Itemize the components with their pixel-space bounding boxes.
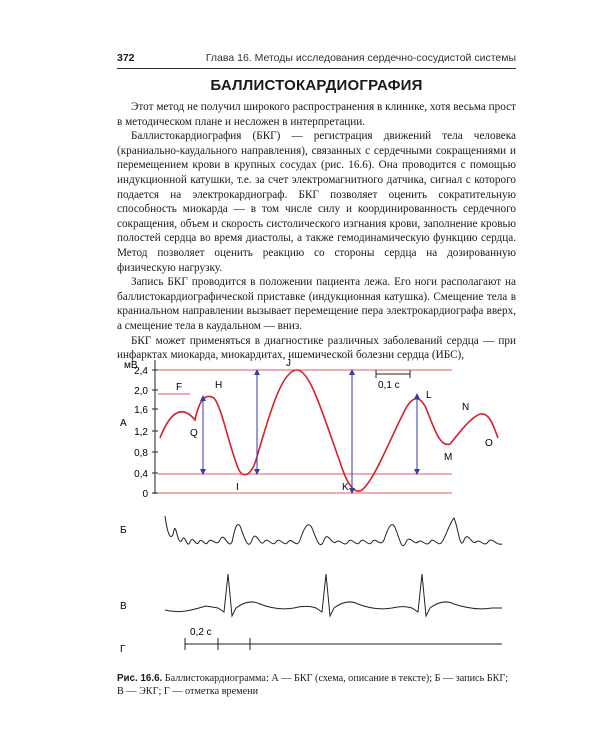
paragraph: Баллистокардиография (БКГ) — регистрация движений тела человека (краниально-каудального направления), связанных с сердечными сокращениями и перемещением крови в крупных сосудах (рис. 16.6). Она проводится с помощью индукционной катушки, т.е. за счет электромагнитного датчика, сигнал с которого подается на электрокардиограф. БКГ позволяет оценить сократительную способность миокарда — в том числе силу и координированность сердечного сокращения, объем и скорость систолического изгнания крови, заполнение кровью полостей сердца во время диастолы, а также гемодинамическую функцию сердца. Метод позволяет оценить реакцию со стороны сердца на дозированную физическую нагрузку. xyxy=(117,130,516,274)
y-tick-label: 1,6 xyxy=(134,405,148,416)
y-tick-label: 2,0 xyxy=(134,386,148,397)
y-tick-label: 0,4 xyxy=(134,469,148,480)
y-ticks xyxy=(134,366,158,500)
row-label-G: Г xyxy=(120,644,126,655)
wave-label-F: F xyxy=(176,382,183,393)
header-rule xyxy=(117,68,516,69)
wave-label-Q: Q xyxy=(190,428,198,439)
time-scale-label: 0,2 с xyxy=(190,627,212,638)
wave-label-O: O xyxy=(485,438,493,449)
page-number: 372 xyxy=(117,52,135,64)
y-tick-label: 2,4 xyxy=(134,366,148,377)
body-text xyxy=(117,100,516,363)
section-title: БАЛЛИСТОКАРДИОГРАФИЯ xyxy=(210,77,423,94)
paragraph: Этот метод не получил широкого распространения в клинике, хотя весьма прост в методическом плане и несложен в интерпретации. xyxy=(117,101,516,128)
row-label-V: В xyxy=(120,601,127,612)
row-label-B: Б xyxy=(120,525,127,536)
wave-label-K: K xyxy=(342,482,349,493)
unit-label: мВ xyxy=(124,360,138,371)
y-tick-label: 0 xyxy=(142,489,148,500)
wave-label-H: H xyxy=(215,380,223,391)
wave-label-J: J xyxy=(286,358,291,369)
y-tick-label: 0,8 xyxy=(134,448,148,459)
row-label-A: А xyxy=(120,418,127,429)
chapter-title: Глава 16. Методы исследования сердечно-сосудистой системы xyxy=(205,52,516,64)
reference-lines xyxy=(158,370,452,493)
caption-label: Рис. 16.6. xyxy=(117,673,163,684)
wave-label-I: I xyxy=(236,482,239,493)
figure-caption xyxy=(117,672,516,698)
paragraph: БКГ может применяться в диагностике различных заболеваний сердца — при инфарктах миокарда, миокардитах, ишемической болезни сердца (ИБС), xyxy=(117,334,516,362)
bkg-time-scale xyxy=(376,370,410,391)
caption-text: Баллистокардиограмма: А — БКГ (схема, описание в тексте); Б — запись БКГ; В — ЭКГ; Г — отметка времени xyxy=(117,673,509,697)
wave-label-N: N xyxy=(462,402,470,413)
wave-label-M: M xyxy=(444,452,453,463)
ballistocardiogram-figure xyxy=(110,352,520,668)
time-marks xyxy=(185,638,502,650)
y-tick-label: 1,2 xyxy=(134,427,148,438)
scale-label: 0,1 с xyxy=(378,380,400,391)
paragraph: Запись БКГ проводится в положении пациента лежа. Его ноги располагают на баллистокардиографической приставке (индукционная катушка). Смещение тела в краниальном направлении вызывает перемещение пера электрокардиографа вверх, а смещение тела в каудальном — вниз. xyxy=(117,276,516,332)
bkg-curve xyxy=(160,370,498,491)
ecg-recording xyxy=(165,574,502,616)
wave-label-L: L xyxy=(426,390,432,401)
bkg-recording xyxy=(165,516,502,546)
